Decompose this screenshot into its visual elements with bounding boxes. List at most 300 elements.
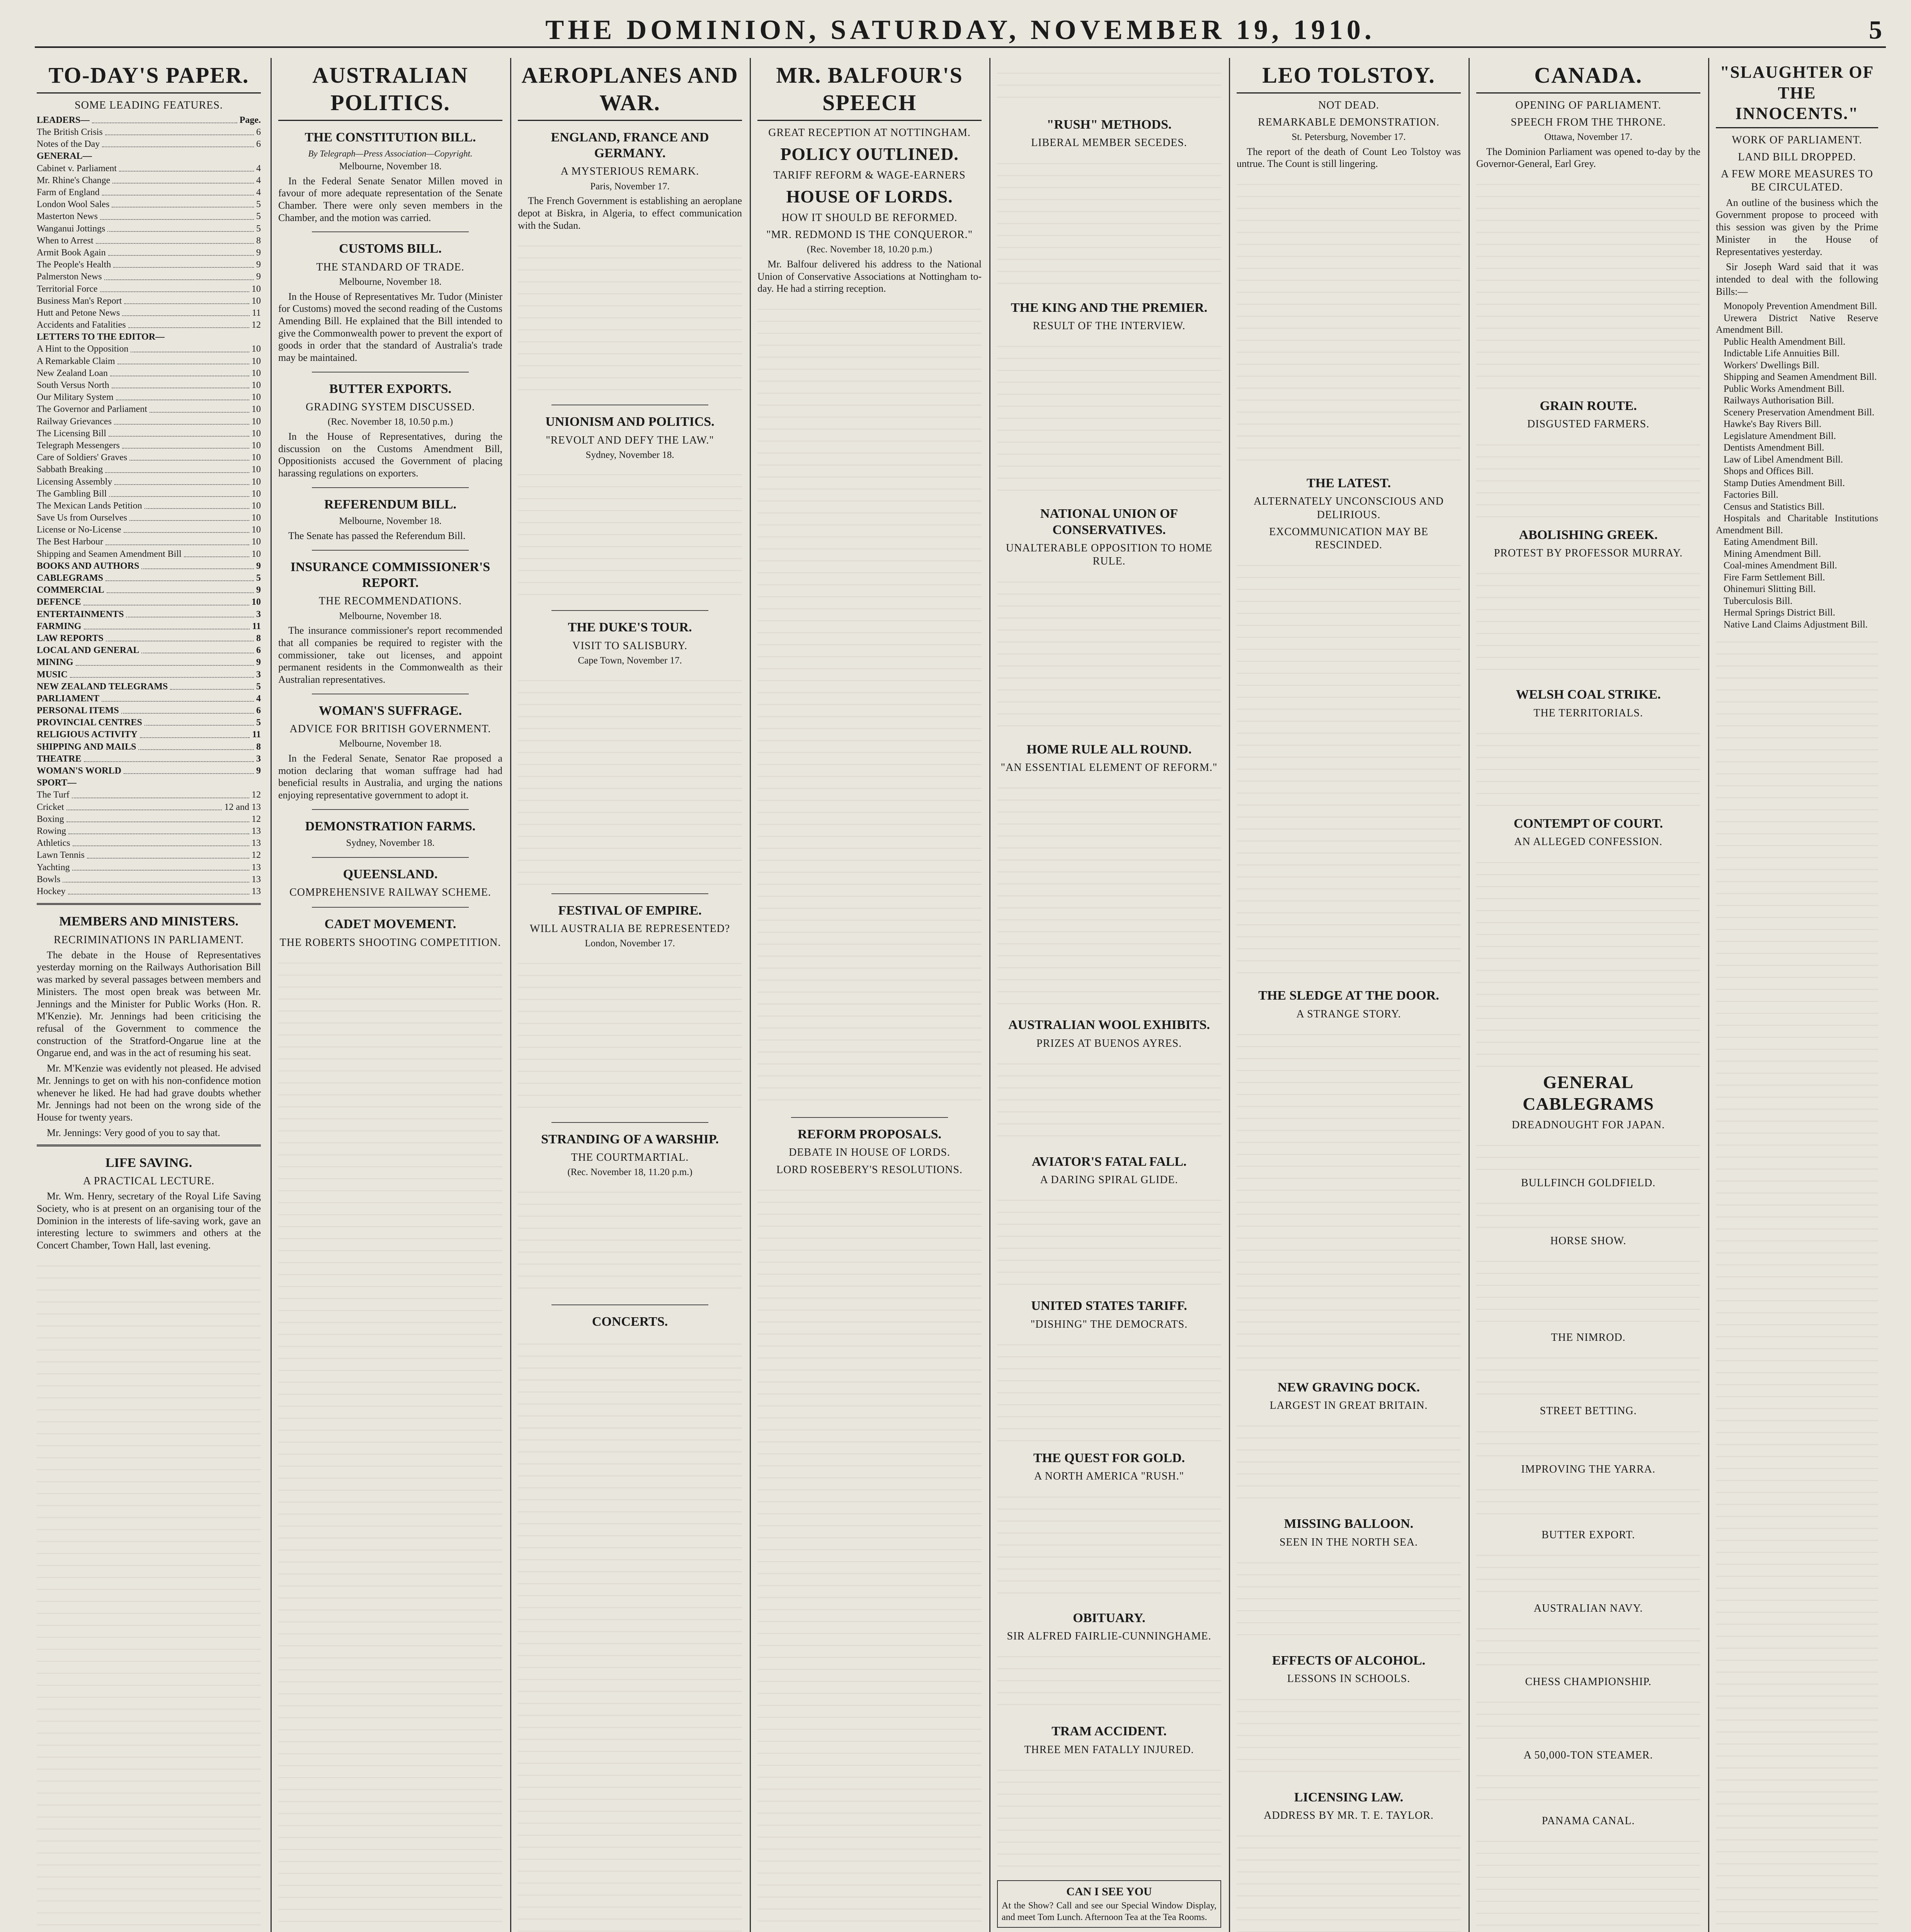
- welsh-coal-heading: WELSH COAL STRIKE.: [1516, 687, 1661, 702]
- leading-features-subheading: SOME LEADING FEATURES.: [75, 99, 223, 111]
- subheading: A 50,000-TON STEAMER.: [1523, 1749, 1653, 1762]
- contents-item: [37, 416, 261, 428]
- bill-item: Census and Statistics Bill.: [1724, 501, 1825, 512]
- contents-item-page: 10: [252, 416, 261, 427]
- contents-item-label: Hutt and Petone News: [37, 308, 120, 318]
- dateline: Melbourne, November 18.: [339, 611, 442, 621]
- leader-dots: [112, 175, 254, 184]
- contents-item-page: 3: [256, 609, 261, 619]
- slaughter-innocents-heading: "SLAUGHTER OF THE INNOCENTS.": [1716, 62, 1878, 128]
- leader-dots: [109, 488, 249, 497]
- body-text-block: [997, 1759, 1221, 1875]
- leader-dots: [102, 138, 254, 147]
- dateline: London, November 17.: [585, 938, 675, 949]
- subheading: ADDRESS BY MR. T. E. TAYLOR.: [1264, 1810, 1434, 1822]
- contents-item-label: A Hint to the Opposition: [37, 344, 129, 354]
- contents-item: [37, 512, 261, 524]
- subheading: SEEN IN THE NORTH SEA.: [1279, 1536, 1418, 1548]
- balfour-speech-heading: MR. BALFOUR'S SPEECH: [757, 62, 982, 121]
- body-text-block: [1476, 1420, 1700, 1459]
- leader-dots: [83, 596, 249, 605]
- contents-item-label: SPORT—: [37, 778, 77, 788]
- dateline: Sydney, November 18.: [585, 449, 674, 460]
- body-text-block: [1237, 1688, 1461, 1781]
- bill-item: Workers' Dwellings Bill.: [1724, 360, 1819, 371]
- contents-item-label: Save Us from Ourselves: [37, 513, 127, 523]
- aeroplanes-war-heading: AEROPLANES AND WAR.: [518, 62, 742, 121]
- contents-item: [37, 319, 261, 331]
- column-5: [997, 62, 1221, 1932]
- body-text-block: [1476, 1691, 1700, 1745]
- leader-dots: [112, 199, 254, 207]
- contents-item-page: 5: [256, 718, 261, 728]
- dateline: (Rec. November 18, 10.50 p.m.): [327, 417, 453, 427]
- contents-item: [37, 138, 261, 150]
- graving-dock-heading: NEW GRAVING DOCK.: [1277, 1380, 1420, 1395]
- subheading: STREET BETTING.: [1540, 1405, 1637, 1417]
- australian-politics-heading: AUSTRALIAN POLITICS.: [278, 62, 502, 121]
- leader-dots: [112, 379, 249, 388]
- subheading: LIBERAL MEMBER SECEDES.: [1031, 137, 1187, 149]
- leader-dots: [121, 705, 254, 714]
- contents-item-label: The Turf: [37, 790, 70, 800]
- body-text-block: [518, 235, 742, 397]
- contents-item-label: Yachting: [37, 862, 70, 872]
- subheading: UNALTERABLE OPPOSITION TO HOME RULE.: [1006, 542, 1213, 568]
- leader-dots: [113, 259, 254, 268]
- contents-item-label: The Best Harbour: [37, 537, 103, 547]
- contents-item-page: 9: [256, 561, 261, 571]
- contents-item: [37, 355, 261, 367]
- contents-item-page: 4: [256, 175, 261, 185]
- dateline: Melbourne, November 18.: [339, 161, 442, 172]
- aviator-heading: AVIATOR'S FATAL FALL.: [1031, 1154, 1187, 1169]
- contents-item-page: 10: [252, 356, 261, 366]
- leader-dots: [106, 536, 249, 545]
- contents-item-label: New Zealand Loan: [37, 368, 108, 378]
- subheading: THE TERRITORIALS.: [1533, 707, 1643, 719]
- contents-item: [37, 271, 261, 283]
- bill-item: Shops and Offices Bill.: [1724, 466, 1814, 477]
- leader-dots: [106, 572, 254, 581]
- contents-item: [37, 693, 261, 705]
- leader-dots: [124, 524, 249, 533]
- divider: [312, 857, 469, 858]
- subheading: BUTTER EXPORT.: [1541, 1529, 1635, 1541]
- leader-dots: [129, 452, 249, 461]
- contents-item: [37, 223, 261, 235]
- subheading: THE NIMROD.: [1551, 1332, 1626, 1344]
- contents-item-label: The Governor and Parliament: [37, 404, 147, 415]
- leader-dots: [128, 319, 249, 328]
- leader-dots: [122, 307, 250, 316]
- bill-item: Mining Amendment Bill.: [1724, 548, 1821, 559]
- contents-item-page: 8: [256, 742, 261, 752]
- leader-dots: [116, 391, 249, 400]
- divider: [551, 1304, 708, 1305]
- subheading: "DISHING" THE DEMOCRATS.: [1030, 1318, 1188, 1330]
- contents-item: [37, 295, 261, 307]
- contents-item-label: Notes of the Day: [37, 139, 100, 150]
- column-3: [518, 62, 742, 1932]
- article-paragraph: The debate in the House of Representatives yesterday morning on the Railways Authorisation Bill was marked by several passages between members and Ministers. The most open break was between Mr. Jennings and the Minister for Public Works (Hon. R. M'Kenzie). Mr. Jennings had been criticising the refusal of the Government to commence the construction of the Stratford-Ongarue line at the Ongarue end, and was in the act of resuming his seat.: [37, 949, 261, 1059]
- bill-item: Eating Amendment Bill.: [1724, 537, 1818, 548]
- leader-dots: [107, 223, 254, 232]
- body-text-block: [1237, 1415, 1461, 1507]
- contents-item-page: 6: [256, 706, 261, 716]
- contents-item-label: PROVINCIAL CENTRES: [37, 718, 142, 728]
- contents-item: [37, 862, 261, 874]
- contents-item-label: The British Crisis: [37, 127, 103, 138]
- contents-item-page: 10: [252, 476, 261, 487]
- contents-item-label: Accidents and Fatalities: [37, 320, 126, 330]
- bill-item: Urewera District Native Reserve Amendment Bill.: [1716, 313, 1878, 335]
- bill-item: Monopoly Prevention Amendment Bill.: [1724, 301, 1877, 312]
- subheading: THE STANDARD OF TRADE.: [316, 261, 465, 273]
- subheading: GREAT RECEPTION AT NOTTINGHAM.: [768, 126, 971, 139]
- leader-dots: [102, 693, 254, 702]
- subheading: "REVOLT AND DEFY THE LAW.": [546, 434, 714, 446]
- contents-item-page: 13: [252, 886, 261, 896]
- quest-gold-heading: THE QUEST FOR GOLD.: [1033, 1451, 1185, 1465]
- body-text-block: [1476, 1544, 1700, 1598]
- subheading: DEBATE IN HOUSE OF LORDS.: [789, 1146, 950, 1159]
- contents-item: [37, 235, 261, 247]
- leader-dots: [145, 717, 254, 726]
- contents-item-page: 5: [256, 681, 261, 692]
- leader-dots: [150, 403, 249, 412]
- concerts-heading: CONCERTS.: [592, 1314, 668, 1329]
- contents-item-label: The Licensing Bill: [37, 428, 106, 439]
- contents-item-label: COMMERCIAL: [37, 585, 104, 595]
- tram-accident-heading: TRAM ACCIDENT.: [1052, 1724, 1167, 1739]
- leader-dots: [184, 548, 249, 557]
- contents-item: [37, 464, 261, 476]
- contents-item: [37, 331, 261, 343]
- contents-item-label: THEATRE: [37, 753, 82, 764]
- contempt-court-heading: CONTEMPT OF COURT.: [1513, 816, 1663, 831]
- contents-item-label: South Versus North: [37, 380, 109, 391]
- body-text-block: [1476, 1478, 1700, 1525]
- subheading: THE ROBERTS SHOOTING COMPETITION.: [279, 936, 501, 949]
- festival-empire-heading: FESTIVAL OF EMPIRE.: [558, 903, 702, 918]
- leader-dots: [124, 295, 249, 304]
- leader-dots: [73, 837, 249, 846]
- dateline: Melbourne, November 18.: [339, 277, 442, 287]
- masthead-title: THE DOMINION, SATURDAY, NOVEMBER 19, 1910.: [545, 14, 1375, 45]
- contents-item-page: 10: [252, 597, 261, 607]
- contents-item: [37, 428, 261, 440]
- divider: [791, 1117, 948, 1118]
- contents-item-label: RELIGIOUS ACTIVITY: [37, 730, 138, 740]
- bill-item: Hospitals and Charitable Institutions Amendment Bill.: [1716, 513, 1878, 536]
- subheading: ENGLAND, FRANCE AND GERMANY.: [551, 130, 709, 160]
- contents-item: [37, 548, 261, 560]
- body-text-block: [757, 298, 982, 1109]
- dateline: Paris, November 17.: [590, 181, 670, 192]
- contents-item-label: Shipping and Seamen Amendment Bill: [37, 549, 182, 559]
- contents-item-page: 10: [252, 440, 261, 451]
- column-1: [37, 62, 261, 1932]
- body-text-block: [1476, 1617, 1700, 1672]
- column-4: [757, 62, 982, 1932]
- contents-item-page: 6: [256, 645, 261, 656]
- body-text-block: [1476, 1830, 1700, 1932]
- body-text-block: [997, 1486, 1221, 1602]
- contents-item: [37, 621, 261, 633]
- page-number: 5: [1869, 15, 1882, 44]
- body-text-block: [518, 1333, 742, 1932]
- contents-item-page: 10: [252, 500, 261, 511]
- contents-item-page: 10: [252, 380, 261, 391]
- contents-item-label: Farm of England: [37, 187, 100, 198]
- leader-dots: [92, 114, 237, 123]
- insurance-report-heading: INSURANCE COMMISSIONER'S REPORT.: [290, 560, 490, 590]
- contents-item-label: SHIPPING AND MAILS: [37, 742, 136, 752]
- article-paragraph: In the House of Representatives Mr. Tudor (Minister for Customs) moved the second reading of the Customs Amending Bill. He explained that the Bill intended to give the Commonwealth power to prevent the export of goods in order that the standard of Australia's trade may be maintained.: [278, 291, 502, 364]
- bill-item: Scenery Preservation Amendment Bill.: [1724, 407, 1875, 418]
- contents-item-label: Mr. Rhine's Change: [37, 175, 111, 185]
- body-text-block: [997, 335, 1221, 497]
- contents-item: [37, 114, 261, 126]
- contents-item-label: Our Military System: [37, 392, 114, 403]
- grain-route-heading: GRAIN ROUTE.: [1540, 399, 1637, 413]
- body-text-block: [1476, 722, 1700, 807]
- subheading: LESSONS IN SCHOOLS.: [1287, 1673, 1411, 1685]
- body-text-block: [1476, 1134, 1700, 1173]
- contents-item: [37, 669, 261, 681]
- contents-item: [37, 247, 261, 259]
- body-text-block: [1476, 1192, 1700, 1231]
- column-8: [1716, 62, 1878, 1932]
- contents-item-page: 10: [252, 464, 261, 475]
- dateline: Melbourne, November 18.: [339, 516, 442, 527]
- article-paragraph: The Senate has passed the Referendum Bill.: [288, 530, 466, 541]
- article-paragraph: In the Federal Senate, Senator Rae proposed a motion declaring that woman suffrage had had beneficial results in Australia, and urging the nations enjoying representative government to adopt it.: [278, 752, 502, 801]
- contents-item: [37, 391, 261, 403]
- contents-item-label: BOOKS AND AUTHORS: [37, 561, 140, 571]
- article-paragraph: Mr. Wm. Henry, secretary of the Royal Life Saving Society, who is at present on an organising tour of the Dominion in the interests of life-saving work, gave an interesting lecture to swimmers and others at the Concert Chamber, Town Hall, last evening.: [37, 1190, 261, 1251]
- dateline: (Rec. November 18, 10.20 p.m.): [807, 244, 933, 255]
- body-text-block: [1476, 1250, 1700, 1327]
- contents-item-label: LOCAL AND GENERAL: [37, 645, 140, 656]
- contents-item: [37, 524, 261, 536]
- article-paragraph: An outline of the business which the Government propose to proceed with this session was given by the Prime Minister in the House of Representatives yesterday.: [1716, 197, 1878, 257]
- king-premier-heading: THE KING AND THE PREMIER.: [1011, 300, 1208, 315]
- bills-list: [1716, 301, 1878, 631]
- contents-item: [37, 741, 261, 753]
- subheading: PROTEST BY PROFESSOR MURRAY.: [1494, 547, 1683, 560]
- body-text-block: [1237, 1825, 1461, 1932]
- contents-item: [37, 886, 261, 898]
- contents-item-page: 6: [256, 127, 261, 138]
- dateline: Melbourne, November 18.: [339, 738, 442, 749]
- body-text-block: [518, 463, 742, 602]
- wool-exhibits-heading: AUSTRALIAN WOOL EXHIBITS.: [1008, 1018, 1210, 1032]
- contents-item-label: FARMING: [37, 621, 82, 631]
- body-text-block: [1237, 554, 1461, 979]
- contents-item: [37, 874, 261, 886]
- contents-item: [37, 705, 261, 717]
- column-rule: [750, 58, 751, 1932]
- contents-item: [37, 596, 261, 608]
- subheading: DREADNOUGHT FOR JAPAN.: [1511, 1119, 1665, 1131]
- conservatives-heading: NATIONAL UNION OF CONSERVATIVES.: [1040, 507, 1178, 537]
- leader-dots: [100, 211, 254, 219]
- subheading: WILL AUSTRALIA BE REPRESENTED?: [529, 922, 730, 935]
- contents-item-page: 11: [252, 621, 261, 631]
- contents-item-label: MINING: [37, 657, 73, 668]
- dateline: Cape Town, November 17.: [578, 655, 682, 666]
- contents-item-page: 5: [256, 211, 261, 222]
- bill-item: Hawke's Bay Rivers Bill.: [1724, 419, 1822, 430]
- policy-outlined-heading: POLICY OUTLINED.: [780, 144, 959, 164]
- subheading: EXCOMMUNICATION MAY BE RESCINDED.: [1269, 526, 1428, 551]
- bill-item: Law of Libel Amendment Bill.: [1724, 454, 1843, 465]
- column-2: [278, 62, 502, 1932]
- contents-item: [37, 777, 261, 789]
- ad-text: At the Show? Call and see our Special Window Display, and meet Tom Lunch. Afternoon Tea at the Tea Rooms.: [1002, 1901, 1217, 1922]
- contents-item: [37, 536, 261, 548]
- contents-item-label: Hockey: [37, 886, 66, 896]
- obituary-heading: OBITUARY.: [1073, 1611, 1145, 1625]
- masthead: [35, 12, 1886, 48]
- subheading: LORD ROSEBERY'S RESOLUTIONS.: [776, 1163, 963, 1176]
- licensing-law-heading: LICENSING LAW.: [1294, 1790, 1404, 1804]
- column-rule: [989, 58, 990, 1932]
- reform-proposals-heading: REFORM PROPOSALS.: [797, 1127, 942, 1141]
- contents-item-label: Rowing: [37, 826, 66, 836]
- customs-bill-heading: CUSTOMS BILL.: [339, 242, 442, 256]
- leader-dots: [114, 476, 249, 485]
- divider: [312, 907, 469, 908]
- leader-dots: [63, 874, 249, 883]
- subheading: A MYSTERIOUS REMARK.: [560, 165, 699, 178]
- contents-item: [37, 560, 261, 572]
- leader-dots: [129, 512, 249, 521]
- body-text-block: [1716, 631, 1878, 1932]
- subheading: THE RECOMMENDATIONS.: [319, 595, 462, 607]
- subheading: A NORTH AMERICA "RUSH.": [1034, 1470, 1184, 1483]
- column-7: [1476, 62, 1700, 1932]
- body-text-block: [997, 1645, 1221, 1715]
- contents-item: [37, 572, 261, 584]
- contents-item: [37, 440, 261, 452]
- leader-dots: [145, 500, 249, 509]
- subheading: COMPREHENSIVE RAILWAY SCHEME.: [289, 886, 491, 899]
- contents-item-label: The Mexican Lands Petition: [37, 500, 142, 511]
- subheading: RESULT OF THE INTERVIEW.: [1033, 320, 1186, 332]
- alcohol-heading: EFFECTS OF ALCOHOL.: [1272, 1653, 1426, 1668]
- body-text-block: [997, 1333, 1221, 1442]
- contents-item-label: Care of Soldiers' Graves: [37, 452, 128, 463]
- subheading: SIR ALFRED FAIRLIE-CUNNINGHAME.: [1007, 1630, 1212, 1643]
- leader-dots: [110, 367, 249, 376]
- body-text-block: [997, 152, 1221, 291]
- subheading: AN ALLEGED CONFESSION.: [1514, 836, 1663, 848]
- contents-item-label: GENERAL—: [37, 151, 92, 162]
- bill-item: Railways Authorisation Bill.: [1724, 395, 1834, 406]
- contents-item-label: PERSONAL ITEMS: [37, 706, 119, 716]
- contents-item-page: 13: [252, 838, 261, 849]
- leader-dots: [131, 343, 249, 352]
- contents-item-page: 12: [252, 320, 261, 330]
- constitution-bill-heading: THE CONSTITUTION BILL.: [305, 130, 476, 145]
- contents-item-label: When to Arrest: [37, 235, 94, 246]
- contents-item: [37, 126, 261, 138]
- contents-item: [37, 584, 261, 596]
- latest-heading: THE LATEST.: [1307, 476, 1391, 490]
- contents-item-page: 13: [252, 874, 261, 884]
- bill-item: Dentists Amendment Bill.: [1724, 442, 1824, 453]
- article-paragraph: The report of the death of Count Leo Tolstoy was untrue. The Count is still lingering.: [1237, 146, 1461, 170]
- column-rule: [271, 58, 272, 1932]
- contents-item-page: 8: [256, 235, 261, 246]
- contents-list: [37, 114, 261, 898]
- contents-item-label: Armit Book Again: [37, 247, 106, 258]
- article-paragraph: The Dominion Parliament was opened to-day by the Governor-General, Earl Grey.: [1476, 146, 1700, 170]
- contents-item: [37, 150, 261, 162]
- contents-item: [37, 452, 261, 464]
- us-tariff-heading: UNITED STATES TARIFF.: [1031, 1299, 1187, 1313]
- contents-item: [37, 283, 261, 295]
- contents-item-label: Athletics: [37, 838, 70, 849]
- contents-item-page: 4: [256, 163, 261, 173]
- leader-dots: [105, 464, 249, 473]
- contents-item: [37, 633, 261, 645]
- body-text-block: [997, 1189, 1221, 1289]
- body-text-block: [1476, 851, 1700, 1068]
- bill-item: Hermal Springs District Bill.: [1724, 607, 1835, 618]
- contents-item-page: 11: [252, 308, 261, 318]
- contents-item-label: Boxing: [37, 814, 64, 824]
- leo-tolstoy-heading: LEO TOLSTOY.: [1237, 62, 1461, 94]
- column-6: [1237, 62, 1461, 1932]
- article-paragraph: In the Federal Senate Senator Millen moved in favour of more adequate representation of the Senate Chamber. There were only seven members in the Chamber, and the motion was carried.: [278, 175, 502, 223]
- contents-item-label: CABLEGRAMS: [37, 573, 104, 583]
- contents-item-page: 5: [256, 223, 261, 234]
- subheading: IMPROVING THE YARRA.: [1521, 1463, 1656, 1475]
- contents-item-page: 10: [252, 296, 261, 306]
- subheading: HORSE SHOW.: [1550, 1235, 1627, 1247]
- contents-item-label: LEADERS—: [37, 115, 90, 125]
- bill-item: Coal-mines Amendment Bill.: [1724, 560, 1837, 571]
- advertisement: [997, 1880, 1221, 1928]
- body-text-block: [278, 952, 502, 1932]
- leader-dots: [72, 862, 249, 871]
- missing-balloon-heading: MISSING BALLOON.: [1284, 1517, 1414, 1531]
- queensland-heading: QUEENSLAND.: [343, 867, 438, 881]
- contents-item-page: 12: [252, 790, 261, 800]
- contents-item-page: 4: [256, 187, 261, 198]
- contents-item-label: A Remarkable Claim: [37, 356, 115, 366]
- contents-item: [37, 379, 261, 391]
- leader-dots: [140, 729, 250, 738]
- divider: [551, 893, 708, 894]
- members-subheading: RECRIMINATIONS IN PARLIAMENT.: [54, 934, 244, 946]
- contents-item-page: 9: [256, 657, 261, 668]
- womans-suffrage-heading: WOMAN'S SUFFRAGE.: [318, 703, 462, 718]
- contents-item: [37, 187, 261, 199]
- leader-dots: [96, 235, 254, 244]
- bill-item: Legislature Amendment Bill.: [1724, 430, 1836, 441]
- column-rule: [1708, 58, 1709, 1932]
- body-text-block: [1476, 562, 1700, 678]
- leader-dots: [76, 656, 254, 665]
- sledge-heading: THE SLEDGE AT THE DOOR.: [1258, 988, 1439, 1003]
- dateline: St. Petersburg, November 17.: [1292, 132, 1406, 143]
- body-text-block: [757, 1179, 982, 1932]
